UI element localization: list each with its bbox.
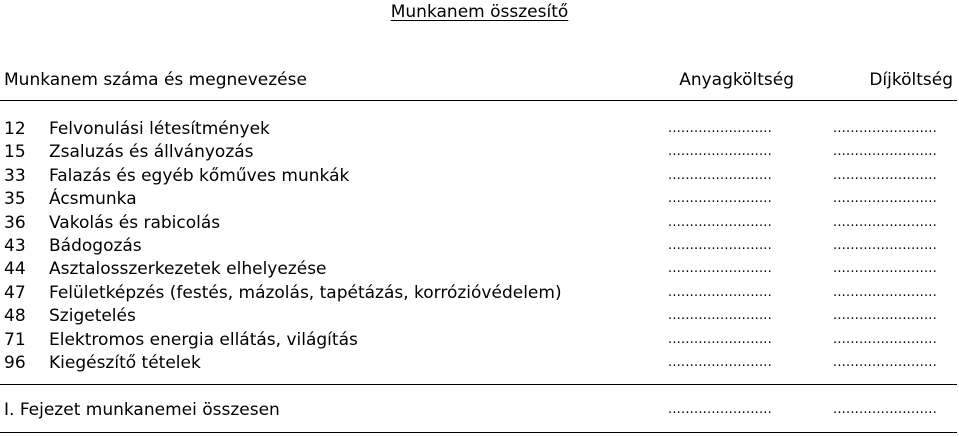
row-material-placeholder: ........................: [668, 261, 772, 277]
table-row: [0, 352, 959, 375]
row-name: Felvonulási létesítmények: [49, 119, 270, 139]
row-number: 44: [4, 259, 26, 280]
row-material-placeholder: ........................: [668, 237, 772, 253]
row-number: 35: [4, 189, 26, 210]
table-row: [0, 165, 959, 188]
page-title: Munkanem összesítő: [390, 2, 569, 22]
header-fee: Díjköltség: [869, 70, 953, 90]
bottom-divider: [0, 432, 957, 433]
header-name: Munkanem száma és megnevezése: [4, 70, 307, 90]
row-material-placeholder: ........................: [668, 144, 772, 160]
row-fee-placeholder: ........................: [833, 167, 937, 183]
header-material-cost: Anyagköltség: [679, 70, 794, 90]
row-name: Kiegészítő tételek: [49, 352, 201, 373]
total-row: [0, 399, 959, 423]
row-name: Bádogozás: [49, 235, 142, 256]
table-header: [0, 70, 959, 94]
row-fee-placeholder: ........................: [833, 191, 937, 207]
table-row: [0, 282, 959, 305]
row-fee-placeholder: ........................: [833, 308, 937, 324]
row-name: Felületképzés (festés, mázolás, tapétázás, korrózióvédelem): [49, 282, 562, 303]
row-material-placeholder: ........................: [668, 308, 772, 324]
table-body: [0, 118, 959, 375]
table-row: [0, 329, 959, 352]
row-material-placeholder: ........................: [668, 354, 772, 370]
row-name: Elektromos energia ellátás, világítás: [49, 329, 358, 350]
table-row: [0, 258, 959, 281]
row-number: 47: [4, 282, 26, 303]
row-fee-placeholder: ........................: [833, 121, 937, 136]
row-number: 96: [4, 352, 26, 373]
row-material-placeholder: ........................: [668, 284, 772, 300]
row-number: 71: [4, 329, 26, 350]
table-row: [0, 141, 959, 164]
total-divider: [0, 384, 957, 385]
row-number: 15: [4, 142, 26, 163]
row-fee-placeholder: ........................: [833, 284, 937, 300]
row-name: Zsaluzás és állványozás: [49, 142, 254, 163]
row-material-placeholder: ........................: [668, 331, 772, 347]
row-fee-placeholder: ........................: [833, 354, 937, 370]
table-row: [0, 305, 959, 328]
row-fee-placeholder: ........................: [833, 331, 937, 347]
row-name: Vakolás és rabicolás: [49, 212, 221, 233]
row-material-placeholder: ........................: [668, 214, 772, 230]
row-number: 12: [4, 119, 26, 139]
row-name: Asztalosszerkezetek elhelyezése: [49, 259, 327, 280]
row-material-placeholder: ........................: [668, 167, 772, 183]
row-number: 48: [4, 306, 26, 327]
total-material-placeholder: ........................: [668, 402, 772, 417]
row-material-placeholder: ........................: [668, 191, 772, 207]
total-label: I. Fejezet munkanemei összesen: [4, 400, 280, 420]
row-fee-placeholder: ........................: [833, 261, 937, 277]
table-row: [0, 118, 959, 141]
row-fee-placeholder: ........................: [833, 144, 937, 160]
table-row: [0, 212, 959, 235]
row-fee-placeholder: ........................: [833, 214, 937, 230]
row-name: Ácsmunka: [49, 189, 137, 210]
row-name: Szigetelés: [49, 306, 136, 327]
table-row: [0, 235, 959, 258]
row-number: 33: [4, 165, 26, 186]
header-divider: [0, 100, 957, 101]
total-fee-placeholder: ........................: [833, 402, 937, 417]
row-number: 36: [4, 212, 26, 233]
table-row: [0, 188, 959, 211]
row-number: 43: [4, 235, 26, 256]
row-material-placeholder: ........................: [668, 121, 772, 136]
row-name: Falazás és egyéb kőműves munkák: [49, 165, 350, 186]
row-fee-placeholder: ........................: [833, 237, 937, 253]
